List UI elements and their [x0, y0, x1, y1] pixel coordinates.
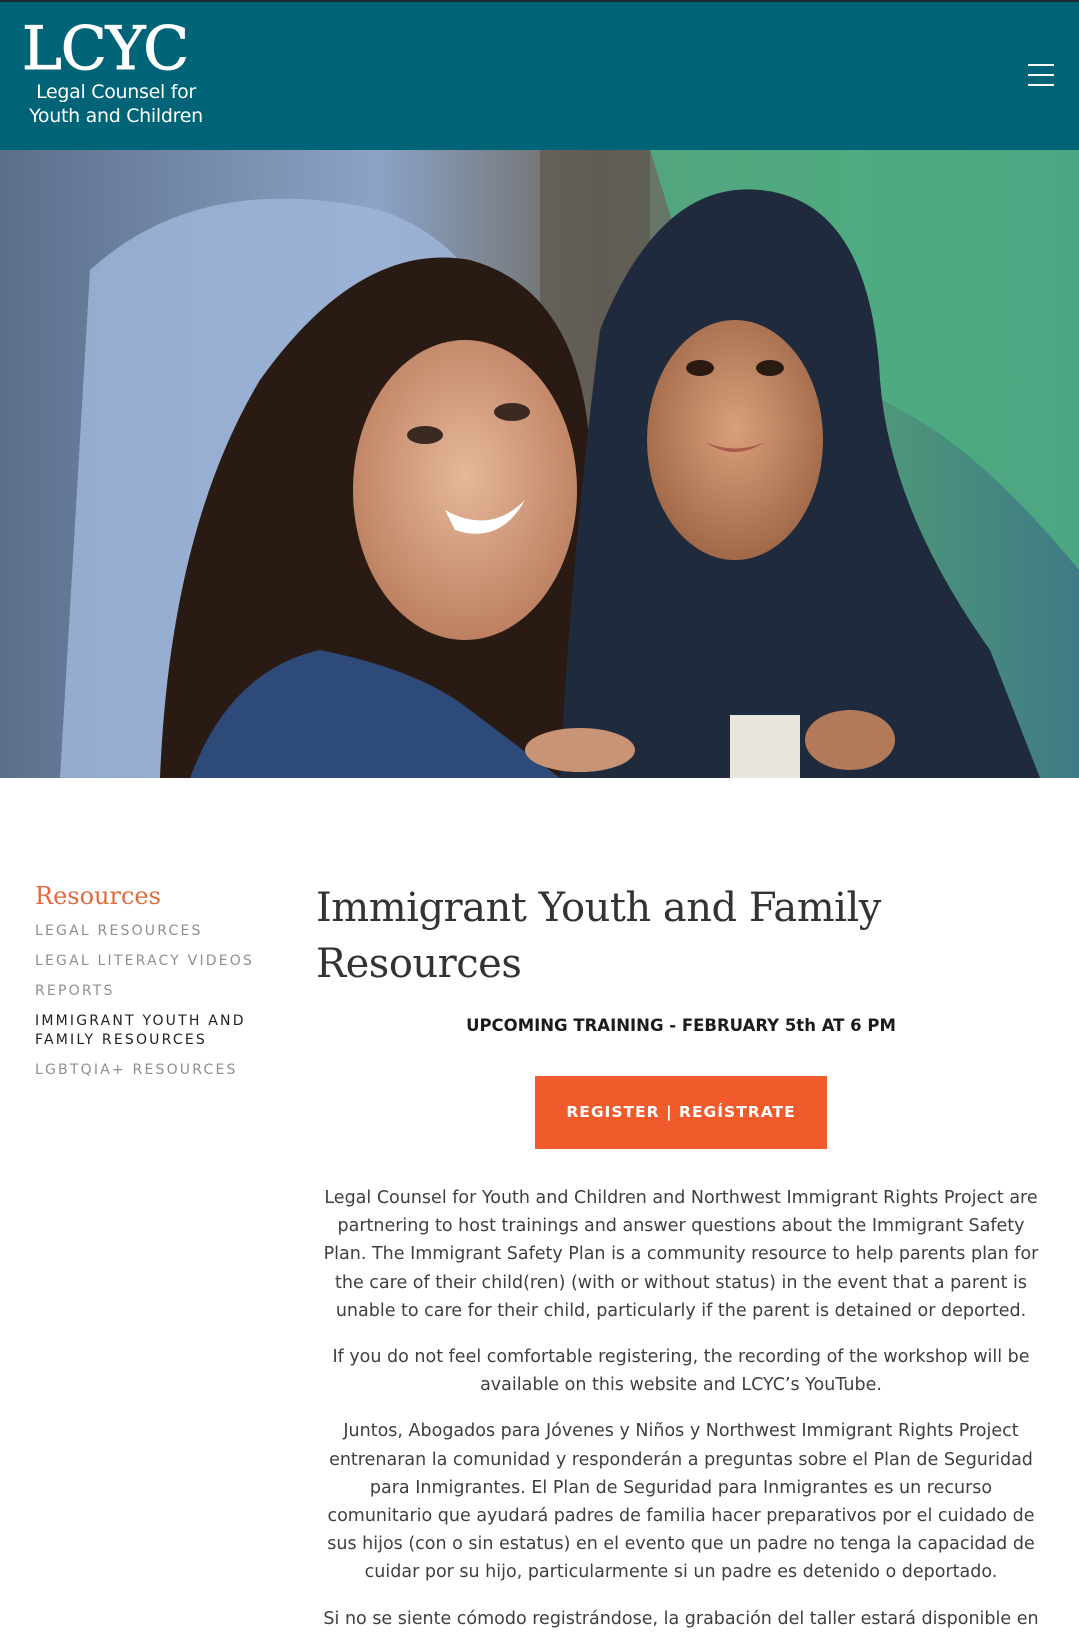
hamburger-menu-icon[interactable] [1024, 62, 1058, 88]
paragraph-spanish-intro: Juntos, Abogados para Jóvenes y Niños y Northwest Immigrant Rights Project entrenaran la comunidad y responderán a preguntas sobre el Plan de Seguridad para Inmigrantes. El Plan de Seguridad para Inmigrantes es un recurso comunitario que ayudará padres de familia hacer preparativos por el cuidado de sus hijos (con o sin estatus) en el evento que un padre no tenga la capacidad de cuidar por su hijo, particularmente si un padre es detenido o deportado. [327, 1421, 1035, 1583]
training-heading: UPCOMING TRAINING - FEBRUARY 5th AT 6 PM [466, 1016, 896, 1035]
logo-mark: LCYC [22, 14, 189, 84]
paragraph-english-recording: If you do not feel comfortable registering, the recording of the workshop will be available on this website and LCYC’s YouTube. [332, 1347, 1030, 1396]
paragraph-spanish-recording: Si no se siente cómodo registrándose, la grabación del taller estará disponible en [323, 1608, 1039, 1629]
site-header [0, 2, 1079, 150]
paragraph-english-intro: Legal Counsel for Youth and Children and Northwest Immigrant Rights Project are partnering to host trainings and answer questions about the Immigrant Safety Plan. The Immigrant Safety Plan is a community resource to help parents plan for the care of their child(ren) (with or without status) in the event that a parent is unable to care for their child, particularly if the parent is detained or deported. [323, 1188, 1039, 1321]
sidebar-title: Resources [35, 882, 161, 910]
menu-bar [1028, 64, 1054, 66]
logo-tagline-line1: Legal Counsel for [36, 81, 196, 103]
hero-image [0, 150, 1079, 778]
sidebar-item-immigrant-youth[interactable]: IMMIGRANT YOUTH AND FAMILY RESOURCES [35, 1013, 246, 1048]
sidebar [35, 880, 265, 1091]
sidebar-item-lgbtqia-resources[interactable]: LGBTQIA+ RESOURCES [35, 1062, 238, 1078]
register-button[interactable]: REGISTER | REGÍSTRATE [535, 1076, 827, 1149]
sidebar-nav [35, 922, 265, 1080]
menu-bar [1028, 74, 1054, 76]
sidebar-item-reports[interactable]: REPORTS [35, 983, 115, 999]
main-content [316, 880, 1046, 1651]
sidebar-item-legal-literacy-videos[interactable]: LEGAL LITERACY VIDEOS [35, 953, 255, 969]
logo-tagline-line2: Youth and Children [29, 105, 203, 127]
site-logo[interactable] [22, 14, 222, 138]
menu-bar [1028, 84, 1054, 86]
page-title: Immigrant Youth and Family Resources [316, 885, 881, 987]
sidebar-item-legal-resources[interactable]: LEGAL RESOURCES [35, 923, 203, 939]
body-text [316, 1184, 1046, 1633]
hero-photo [0, 150, 1079, 778]
